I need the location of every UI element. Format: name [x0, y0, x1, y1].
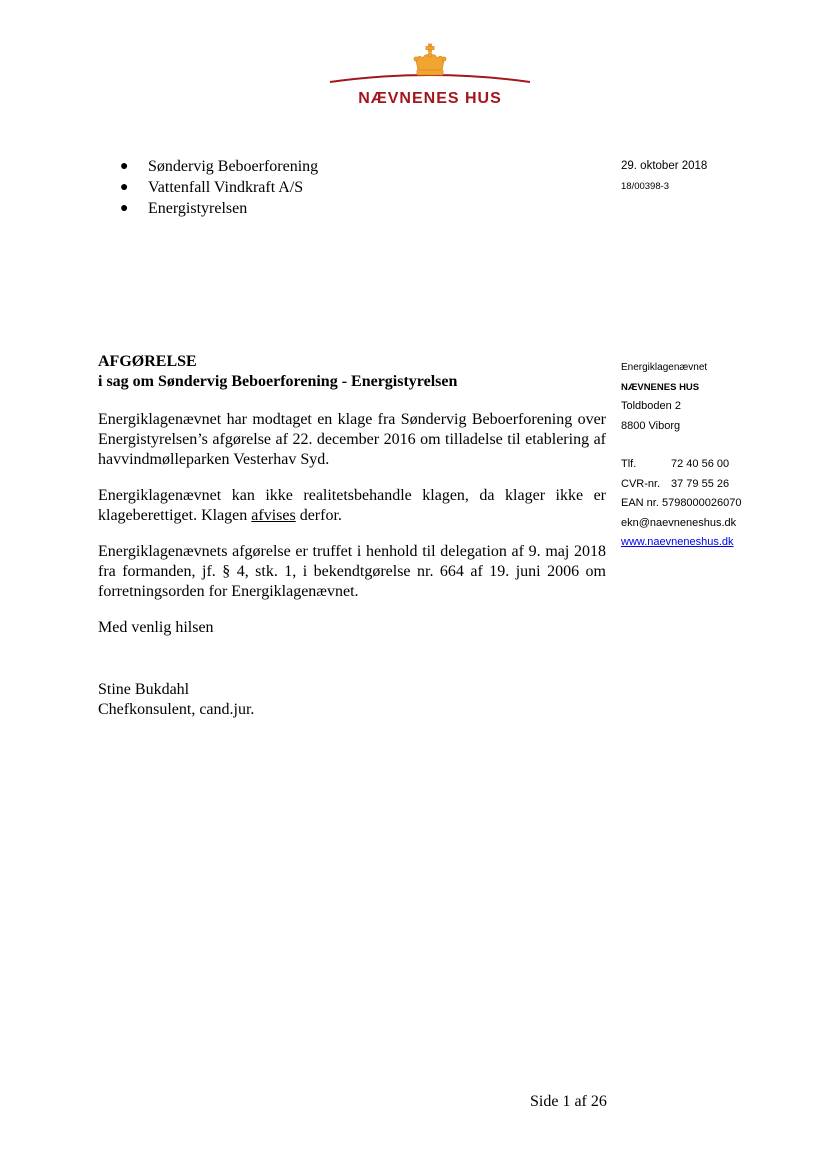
cvr-value: 37 79 55 26 [671, 477, 730, 490]
page-number: Side 1 af 26 [530, 1093, 607, 1110]
paragraph: Energiklagenævnet kan ikke realitetsbehandle klagen, da klager ikke er klageberettiget. Klagen afvises derfor. [98, 487, 606, 524]
decision-heading: AFGØRELSE [98, 353, 197, 370]
email: ekn@naevneneshus.dk [621, 516, 737, 529]
bullet-icon: ● [120, 159, 129, 174]
letter-body [98, 352, 606, 720]
list-item: ● Søndervig Beboerforening [120, 158, 319, 175]
list-item: ● Energistyrelsen [120, 200, 248, 217]
bullet-icon: ● [120, 180, 129, 195]
logo [328, 40, 532, 110]
city: 8800 Viborg [621, 419, 681, 432]
phone-row [621, 455, 742, 475]
bullet-icon: ● [120, 201, 129, 216]
cvr-label: CVR-nr. [621, 477, 661, 490]
phone-value: 72 40 56 00 [671, 458, 730, 470]
list-item: ● Vattenfall Vindkraft A/S [120, 179, 304, 196]
org-name: Energiklagenævnet [621, 362, 708, 373]
signer-name: Stine Bukdahl [98, 681, 190, 698]
case-reference: 18/00398-3 [621, 181, 670, 192]
paragraph: Energiklagenævnets afgørelse er truffet i henhold til delegation af 9. maj 2018 fra formanden, jf. § 4, stk. 1, i bekendtgørelse nr. 664 af 19. juni 2006 om forretningsorden for Energiklagenævnet. [98, 543, 606, 600]
letter-date: 29. oktober 2018 [621, 160, 708, 172]
case-subject: i sag om Søndervig Beboerforening - Energistyrelsen [98, 373, 458, 390]
crown-icon [328, 40, 532, 90]
paragraph: Energiklagenævnet har modtaget en klage fra Søndervig Beboerforening over Energistyrelsen’s afgørelse af 22. december 2016 om tilladelse til etablering af havvindmølleparken Vesterhav Syd. [98, 411, 606, 468]
sender-address [621, 358, 742, 553]
phone-label: Tlf. [621, 458, 637, 470]
logo-text: NÆVNENES HUS [358, 90, 502, 107]
house-name: NÆVNENES HUS [621, 381, 700, 393]
signer-title: Chefkonsulent, cand.jur. [98, 701, 255, 718]
website-link[interactable]: www.naevneneshus.dk [621, 536, 734, 548]
recipient-list [120, 156, 318, 219]
ean: EAN nr. 5798000026070 [621, 497, 742, 509]
cvr-row [621, 475, 742, 495]
greeting: Med venlig hilsen [98, 619, 214, 636]
street: Toldboden 2 [621, 400, 681, 412]
